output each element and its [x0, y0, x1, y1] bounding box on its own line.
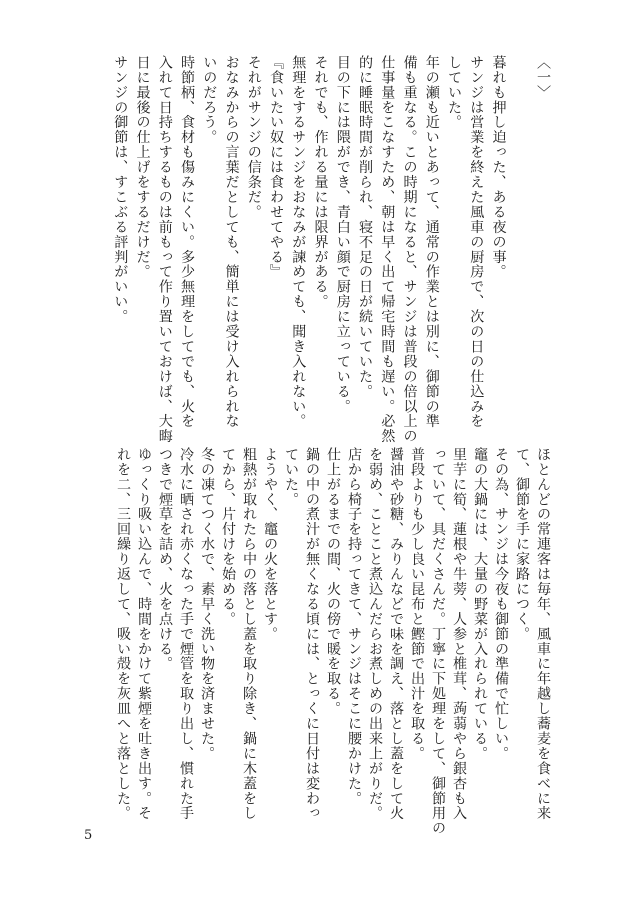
text-column: 店から椅子を持ってきて、サンジはそこに腰かけた。	[346, 447, 363, 806]
text-column: てから、片付けを始める。	[220, 447, 237, 627]
text-column: おなみからの言葉だとしても、簡単には受け入れられな	[223, 55, 240, 429]
text-column: サンジの御節は、すこぶる評判がいい。	[112, 55, 129, 325]
text-column: 〈一〉	[535, 55, 552, 100]
text-column: て、御節を手に家路につく。	[514, 447, 531, 642]
text-column: 目の下には隈ができ、青白い顔で厨房に立っている。	[334, 55, 351, 414]
text-column: つきで煙草を詰め、火を点ける。	[157, 447, 174, 672]
text-column: 的に睡眠時間が削られ、寝不足の日が続いていた。	[357, 55, 374, 399]
text-column: 粗熱が取れたら中の落とし蓋を取り除き、鍋に木蓋をし	[241, 447, 258, 821]
text-column: れを二、三回繰り返して、吸い殻を灰皿へと落とした。	[115, 447, 132, 821]
text-column: 時節柄、食材も傷みにくい。多少無理をしてでも、火を	[179, 55, 196, 429]
page-number: 5	[84, 828, 93, 843]
text-column: を弱め、ことこと煮込んだらお煮しめの出来上がりだ。	[367, 447, 384, 821]
text-column: 竈の大鍋には、大量の野菜が入れられている。	[472, 447, 489, 761]
text-column: ゆっくり吸い込んで、時間をかけて紫煙を吐き出す。そ	[136, 447, 153, 821]
text-column: 入れて日持ちするものは前もって作り置いておけば、大晦	[156, 55, 173, 444]
text-column: 鍋の中の煮汁が無くなる頃には、とっくに日付は変わっ	[304, 447, 321, 821]
text-column: その為、サンジは今夜も御節の準備で忙しい。	[493, 447, 510, 761]
text-column: していた。	[446, 55, 463, 130]
text-column: それがサンジの信条だ。	[245, 55, 262, 220]
text-column: 冷水に晒され赤くなった手で煙管を取り出し、慣れた手	[178, 447, 195, 821]
text-column: 無理をするサンジをおなみが諫めても、聞き入れない。	[290, 55, 307, 429]
text-column: 年の瀬も近いとあって、通常の作業とは別に、御節の準	[423, 55, 440, 429]
text-column: 里芋に筍、蓮根や牛蒡、人参と椎茸、蒟蒻やら銀杏も入	[451, 447, 468, 821]
text-column: 仕事量をこなすため、朝は早く出て帰宅時間も遅い。必然	[379, 55, 396, 444]
text-column: ようやく、竈の火を落とす。	[262, 447, 279, 642]
text-column: っていて、具だくさんだ。丁寧に下処理をして、御節用の	[430, 447, 447, 836]
text-column: 日に最後の仕上げをするだけだ。	[134, 55, 151, 280]
text-column: いのだろう。	[201, 55, 218, 145]
text-column: 備も重なる。この時期になると、サンジは普段の倍以上の	[401, 55, 418, 444]
text-column: それでも、作れる量には限界がある。	[312, 55, 329, 310]
text-column: 醤油や砂糖、みりんなどで味を調え、落とし蓋をして火	[388, 447, 405, 821]
text-column: 仕上がるまでの間、火の傍で暖を取る。	[325, 447, 342, 717]
text-column: 『食いたい奴には食わせてやる』	[268, 55, 285, 280]
text-column: 冬の凍てつく水で、素早く洗い物を済ませた。	[199, 447, 216, 761]
text-column: 普段よりも少し良い昆布と鰹節で出汁を取る。	[409, 447, 426, 761]
text-column: ほとんどの常連客は毎年、風車に年越し蕎麦を食べに来	[535, 447, 552, 821]
text-column: サンジは営業を終えた風車の厨房で、次の日の仕込みを	[468, 55, 485, 429]
text-column: 暮れも押し迫った、ある夜の事。	[490, 55, 507, 280]
text-column: ていた。	[283, 447, 300, 507]
